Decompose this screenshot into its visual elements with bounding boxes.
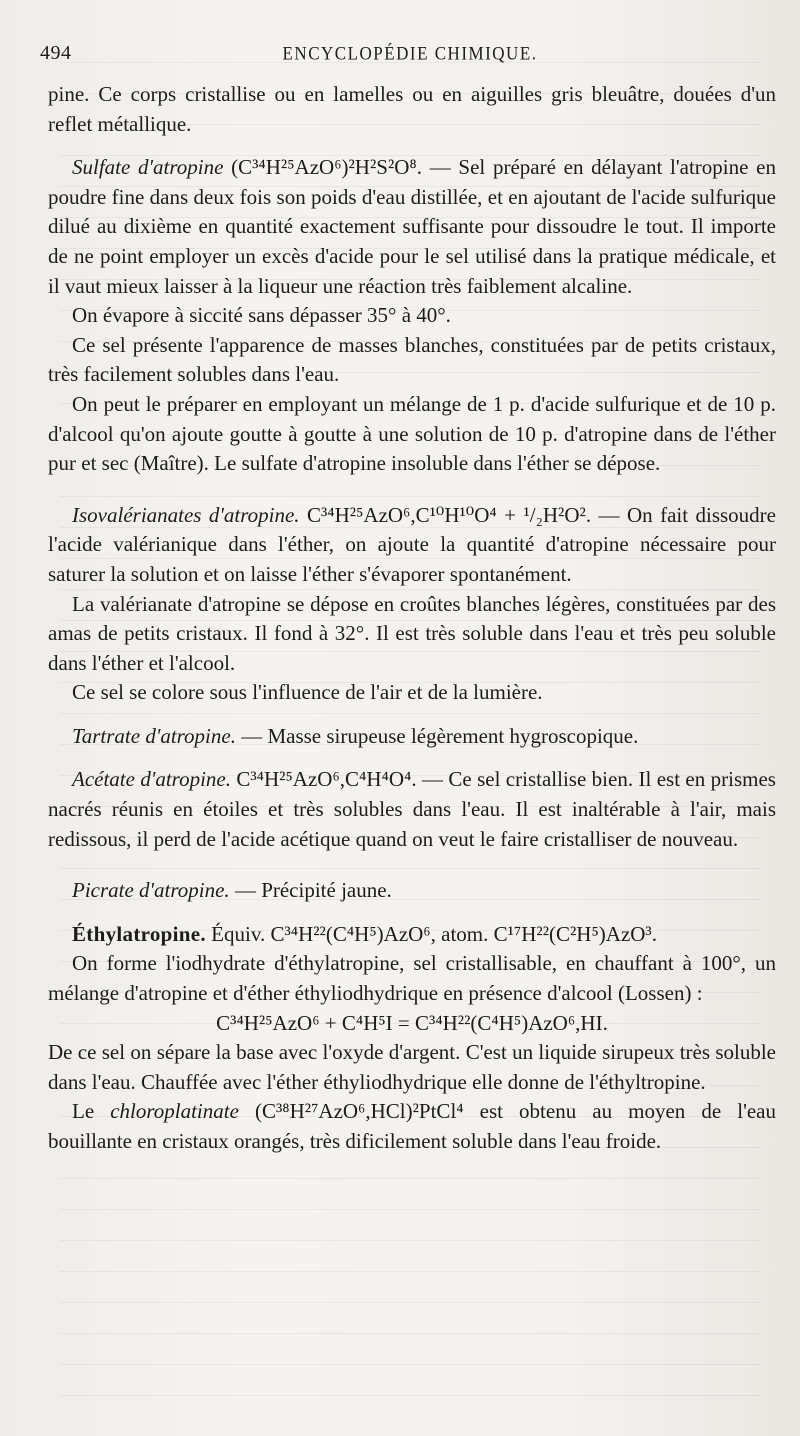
text-fragment: (C³⁸H²⁷AzO⁶,HCl)²PtCl⁴ est obtenu au moyen de l'eau bouillante en cristaux orangés, très dificilement soluble dans l'eau froide. [48, 1099, 776, 1153]
section-picrate [48, 876, 776, 906]
paragraph-chloroplatinate [48, 1097, 776, 1156]
section-acetate [48, 765, 776, 854]
paragraph: Ce sel se colore sous l'influence de l'air et de la lumière. [72, 680, 543, 705]
section-ethylatropine [48, 920, 776, 950]
section-text: — Précipité jaune. [229, 878, 392, 903]
section-text: (C³⁴H²⁵AzO⁶)²H²S²O⁸. — Sel préparé en délayant l'atropine en poudre fine dans deux fois son poids d'eau distillée, et en ajoutant de l'acide sulfurique dilué au dixième en quantité exactement suffisante pour dissoudre le tout. Il importe de ne point employer un excès d'acide pour le sel utilisé dans la pratique médicale, et il vaut mieux laisser à la liqueur une réaction très faiblement alcaline. [48, 155, 776, 298]
section-title: Tartrate d'atropine. [72, 723, 236, 748]
chemical-equation: C³⁴H²⁵AzO⁶ + C⁴H⁵I = C³⁴H²²(C⁴H⁵)AzO⁶,HI. [216, 1010, 608, 1035]
section-title: Acétate d'atropine. [72, 767, 231, 792]
section-text: C³⁴H²⁵AzO⁶,C¹⁰H¹⁰O⁴ + ¹/₂H²O². — On fait dissoudre l'acide valérianique dans l'éther, on ajoute la quantité d'atropine nécessaire pour saturer la solution et on laisse l'éther s'évaporer spontanément. [48, 502, 776, 586]
section-title: Éthylatropine. [72, 921, 206, 946]
paragraph-continuation: pine. Ce corps cristallise ou en lamelles ou en aiguilles gris bleuâtre, douées d'un reflet métallique. [48, 82, 776, 136]
page-number: 494 [40, 42, 72, 64]
italic-term: chloroplatinate [110, 1099, 239, 1124]
section-sulfate [48, 153, 776, 301]
section-text: Équiv. C³⁴H²²(C⁴H⁵)AzO⁶, atom. C¹⁷H²²(C²H⁵)AzO³. [205, 921, 657, 946]
paragraph: De ce sel on sépare la base avec l'oxyde d'argent. C'est un liquide sirupeux très soluble dans l'eau. Chauffée avec l'éther éthyliodhydrique elle donne de l'éthyltropine. [48, 1040, 776, 1094]
section-isovalerianates [48, 501, 776, 590]
section-tartrate [48, 722, 776, 752]
running-title: ENCYCLOPÉDIE CHIMIQUE. [282, 43, 538, 64]
paragraph: On peut le préparer en employant un mélange de 1 p. d'acide sulfurique et de 10 p. d'alcool qu'on ajoute goutte à goutte à une solution de 10 p. d'atropine dans de l'éther pur et sec (Maître). Le sulfate d'atropine insoluble dans l'éther se dépose. [48, 391, 776, 476]
text-fragment: Le [72, 1099, 111, 1124]
paragraph: On évapore à siccité sans dépasser 35° à 40°. [72, 303, 451, 328]
page-header [40, 42, 780, 68]
paragraph: La valérianate d'atropine se dépose en croûtes blanches légères, constituées par des amas de petits cristaux. Il fond à 32°. Il est très soluble dans l'eau et très peu soluble dans l'éther et l'alcool. [48, 591, 776, 675]
paragraph: Ce sel présente l'apparence de masses blanches, constituées par de petits cristaux, très facilement solubles dans l'eau. [48, 332, 776, 387]
section-text: C³⁴H²⁵AzO⁶,C⁴H⁴O⁴. — Ce sel cristallise bien. Il est en prismes nacrés réunis en étoiles et très solubles dans l'eau. Il est inaltérable à l'air, mais redissous, il perd de l'acide acétique quand on veut le faire cristalliser de nouveau. [48, 767, 776, 851]
section-title: Picrate d'atropine. [72, 878, 230, 903]
section-text: — Masse sirupeuse légèrement hygroscopique. [235, 723, 639, 748]
page-body [48, 80, 776, 1157]
section-title: Isovalérianates d'atropine. [72, 502, 300, 527]
section-title: Sulfate d'atropine [72, 155, 224, 180]
paragraph: On forme l'iodhydrate d'éthylatropine, sel cristallisable, en chauffant à 100°, un mélange d'atropine et d'éther éthyliodhydrique en présence d'alcool (Lossen) : [48, 951, 776, 1006]
